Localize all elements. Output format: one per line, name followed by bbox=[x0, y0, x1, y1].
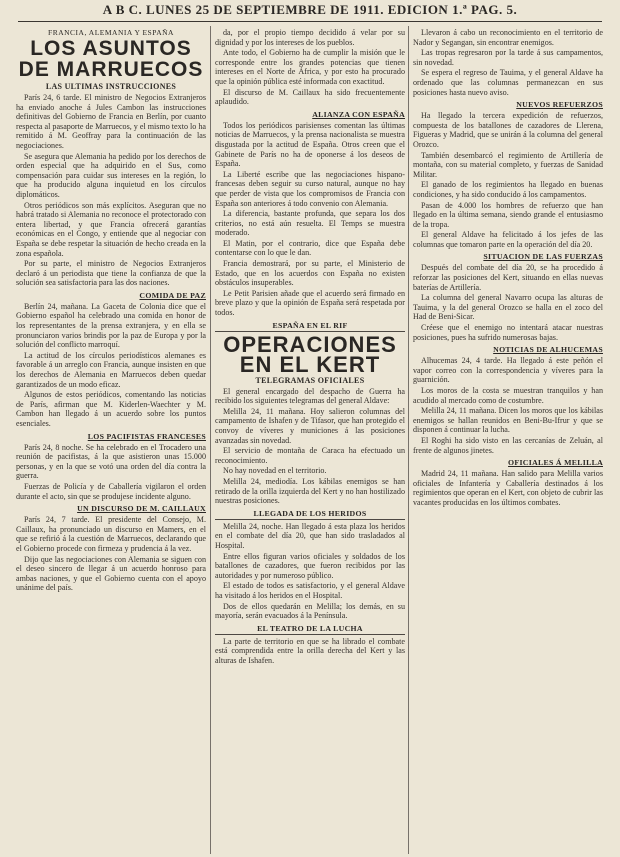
paragraph: Los moros de la costa se muestran tranquilos y han acudido al mercado como de costumbre. bbox=[413, 386, 603, 405]
paragraph: El Roghi ha sido visto en las cercanías de Zeluán, al frente de algunos jinetes. bbox=[413, 435, 603, 455]
section-heading: UN DISCURSO DE M. CAILLAUX bbox=[77, 504, 206, 514]
paragraph: La Liberté escribe que las negociaciones hispano-francesas deben seguir su curso natural, aunque no hay que perder de vista que los compromisos de Francia con España son anteriores á todo convenio con Alemania. bbox=[215, 169, 405, 208]
paragraph: Le Petit Parisien añade que el acuerdo será firmado en breve plazo y que la opinión de España será respetada por todos. bbox=[215, 288, 405, 318]
paragraph: Otros periódicos son más explícitos. Aseguran que no habrá tratado si Alemania no reconoce el protectorado con entera libertad, y que Francia ofrecerá garantías económicas en el Congo, y entiende que al negociar con España se debe respetar la situación de hecho creada en la zona española. bbox=[16, 200, 206, 258]
section-heading: NUEVOS REFUERZOS bbox=[516, 100, 603, 110]
paragraph: El general encargado del despacho de Guerra ha recibido los siguientes telegramas del general Aldave: bbox=[215, 386, 405, 406]
paragraph: Melilla 24, 11 mañana. Dicen los moros que los kábilas enemigos se hallan reunidos en Beni-Bu-Ifrur y que se disponen á continuar la lucha. bbox=[413, 406, 603, 435]
paragraph: Alhucemas 24, 4 tarde. Ha llegado á este peñón el vapor correo con la correspondencia y víveres para la guarnición. bbox=[413, 356, 603, 385]
column-1 bbox=[16, 28, 206, 854]
section-banner: ESPAÑA EN EL RIF bbox=[215, 321, 405, 332]
paragraph: Melilla 24, 11 mañana. Hoy salieron columnas del campamento de Ishafen y de Tifasor, que han protegido el convoy de víveres y municiones á las posiciones avanzadas sin novedad. bbox=[215, 406, 405, 445]
section-heading: LOS PACIFISTAS FRANCESES bbox=[87, 431, 206, 441]
masthead-rule bbox=[18, 21, 602, 22]
paragraph: da, por el propio tiempo decidido á velar por su dignidad y por los intereses de los pueblos. bbox=[215, 28, 405, 47]
paragraph: Por su parte, el ministro de Negocios Extranjeros declaró á un periodista que tiene la confianza de que la solución sea satisfactoria para las dos naciones. bbox=[16, 259, 206, 288]
paragraph: París 24, 6 tarde. El ministro de Negocios Extranjeros ha enviado anoche á Jules Cambon las instrucciones definitivas del Gobierno de Francia en Berlín, por cuanto respecta al pasaporte de Marruecos, y el mismo texto lo ha remitido á M. Geoffray para la continuación de las negociaciones. bbox=[16, 93, 206, 150]
section-heading: SITUACION DE LAS FUERZAS bbox=[483, 252, 603, 262]
column-3 bbox=[413, 28, 603, 854]
paragraph: La parte de territorio en que se ha librado el combate está comprendida entre la orilla derecha del Kert y las alturas de Ishafen. bbox=[215, 636, 405, 665]
subheadline: TELEGRAMAS OFICIALES bbox=[255, 375, 365, 385]
paragraph: La diferencia, bastante profunda, que separa los dos criterios, no está aún resuelta. El Temps se muestra moderado. bbox=[215, 209, 405, 238]
paragraph: Fuerzas de Policía y de Caballería vigilaron el orden durante el acto, sin que se produjese incidente alguno. bbox=[16, 481, 206, 501]
paragraph: Se asegura que Alemania ha pedido por los derechos de orden especial que ha adquirido en el Sus, como compensación para cuidar sus intereses en la región, lo que ha producido alguna inquietud en los círculos diplomáticos. bbox=[16, 151, 206, 199]
paragraph: Se espera el regreso de Tauima, y el general Aldave ha ordenado que las columnas permanezcan en sus posiciones hasta nuevo aviso. bbox=[413, 68, 603, 97]
paragraph: Ante todo, el Gobierno ha de cumplir la misión que le corresponde entre los grandes potencias que tienen intereses en el Norte de África, y por esto ha procurado que la opinión pública esté informada con exactitud. bbox=[215, 48, 405, 86]
paragraph: El ganado de los regimientos ha llegado en buenas condiciones, y ha sido conducido á los campamentos. bbox=[413, 180, 603, 199]
page-masthead: A B C. LUNES 25 DE SEPTIEMBRE DE 1911. EDICION 1.ª PAG. 5. bbox=[102, 2, 518, 17]
paragraph: Melilla 24, mediodía. Los kábilas enemigos se han retirado de la orilla izquierda del Kert y no han hostilizado nuestras posiciones. bbox=[215, 476, 405, 506]
section-heading: COMIDA DE PAZ bbox=[139, 290, 206, 300]
paragraph: Créese que el enemigo no intentará atacar nuestras posiciones, pues ha sufrido numerosas bajas. bbox=[413, 323, 603, 342]
paragraph: Entre ellos figuran varios oficiales y soldados de los batallones de cazadores, que fueron recibidos por las autoridades y por numeroso público. bbox=[215, 551, 405, 580]
paragraph: Las tropas regresaron por la tarde á sus campamentos, sin novedad. bbox=[413, 48, 603, 67]
headline-line-1: OPERACIONES bbox=[223, 331, 397, 357]
section-heading: LLEGADA DE LOS HERIDOS bbox=[215, 509, 405, 520]
paragraph: Dijo que las negociaciones con Alemania se siguen con el deseo sincero de llegar á un acuerdo honroso para ambas naciones, y que el Gobierno cuenta con el apoyo unánime del país. bbox=[16, 554, 206, 593]
paragraph: Llevaron á cabo un reconocimiento en el territorio de Nador y Segangan, sin encontrar enemigos. bbox=[413, 28, 603, 47]
column-divider bbox=[210, 26, 211, 854]
headline-line-1: LOS ASUNTOS bbox=[30, 37, 192, 60]
paragraph: París 24, 7 tarde. El presidente del Consejo, M. Caillaux, ha pronunciado un discurso en Mamers, en el que se refirió á la cuestión de Marruecos, declarando que el Gobierno procede con firmeza y prudencia á la vez. bbox=[16, 515, 206, 553]
paragraph: El discurso de M. Caillaux ha sido frecuentemente aplaudido. bbox=[215, 87, 405, 107]
section-heading: EL TEATRO DE LA LUCHA bbox=[215, 624, 405, 635]
section-heading: NOTICIAS DE ALHUCEMAS bbox=[493, 345, 603, 355]
paragraph: La actitud de los círculos periodísticos alemanes es favorable á un arreglo con Francia, aunque insisten en que los derechos de Alemania en Marruecos deben quedar garantizados de un modo eficaz. bbox=[16, 350, 206, 389]
column-divider bbox=[408, 26, 409, 854]
paragraph: No hay novedad en el territorio. bbox=[223, 466, 327, 476]
paragraph: El estado de todos es satisfactorio, y el general Aldave ha visitado á los heridos en el Hospital. bbox=[215, 581, 405, 600]
paragraph: Madrid 24, 11 mañana. Han salido para Melilla varios oficiales de Infantería y Caballería destinados á los regimientos que operan en el Kert, con objeto de cubrir las vacantes producidas en los últimos combates. bbox=[413, 469, 603, 507]
paragraph: El Matin, por el contrario, dice que España debe contentarse con lo que le dan. bbox=[215, 238, 405, 258]
paragraph: El servicio de montaña de Caraca ha efectuado un reconocimiento. bbox=[215, 446, 405, 465]
paragraph: París 24, 8 noche. Se ha celebrado en el Trocadero una reunión de pacifistas, á la que asistieron unas 15.000 personas, y en la que se votó una orden del día contra la guerra. bbox=[16, 442, 206, 481]
paragraph: Dos de ellos quedarán en Melilla; los demás, en su mayoría, serán evacuados á la Península. bbox=[215, 601, 405, 621]
headline-line-2: EN EL KERT bbox=[239, 351, 381, 377]
paragraph: También desembarcó el regimiento de Artillería de montaña, con su material completo, y fuerzas de Sanidad Militar. bbox=[413, 150, 603, 179]
paragraph: Todos los periódicos parisienses comentan las últimas noticias de Marruecos, y la prensa nacionalista se muestra disgustada por la actitud de España. Otros creen que el Gabinete de París no ha de oponerse á los deseos de España. bbox=[215, 120, 405, 169]
paragraph: Algunos de estos periódicos, comentando las noticias de París, afirman que M. Kiderlen-Waechter y M. Cambon han llegado á un acuerdo sobre los puntos esenciales. bbox=[16, 390, 206, 428]
section-heading: ALIANZA CON ESPAÑA bbox=[312, 109, 405, 119]
article-kicker: FRANCIA, ALEMANIA Y ESPAÑA bbox=[48, 28, 174, 37]
paragraph: Pasan de 4.000 los hombres de refuerzo que han llegado en la última semana, siendo grande el entusiasmo de la tropa. bbox=[413, 200, 603, 229]
paragraph: La columna del general Navarro ocupa las alturas de Tauima, y la del general Orozco se halla en el zoco del Had de Beni-Sicar. bbox=[413, 293, 603, 322]
column-2 bbox=[215, 28, 405, 854]
paragraph: Berlín 24, mañana. La Gaceta de Colonia dice que el Gobierno español ha celebrado una comida en honor de los representantes de la prensa extranjera, y en ella se pronunciaron varios brindis por la paz de Europa y por la solución del conflicto marroquí. bbox=[16, 301, 206, 350]
paragraph: Melilla 24, noche. Han llegado á esta plaza los heridos en el combate del día 20, que han sido trasladados al Hospital. bbox=[215, 521, 405, 550]
paragraph: Ha llegado la tercera expedición de refuerzos, compuesta de los batallones de cazadores de Llerena, Figueras y Madrid, que se unirán á la columna del general Orozco. bbox=[413, 111, 603, 149]
paragraph: El general Aldave ha felicitado á los jefes de las columnas que tomaron parte en la operación del día 20. bbox=[413, 230, 603, 249]
paragraph: Francia demostrará, por su parte, el Ministerio de Estado, que en los acuerdos con España no existen obstáculos insuperables. bbox=[215, 259, 405, 288]
subheadline: LAS ULTIMAS INSTRUCCIONES bbox=[45, 82, 177, 91]
paragraph: Después del combate del día 20, se ha procedido á reforzar las posiciones del Kert, situando en ellas nuevas baterías de Artillería. bbox=[413, 263, 603, 292]
headline-line-2: DE MARRUECOS bbox=[18, 58, 204, 81]
section-heading: OFICIALES Á MELILLA bbox=[508, 458, 603, 468]
